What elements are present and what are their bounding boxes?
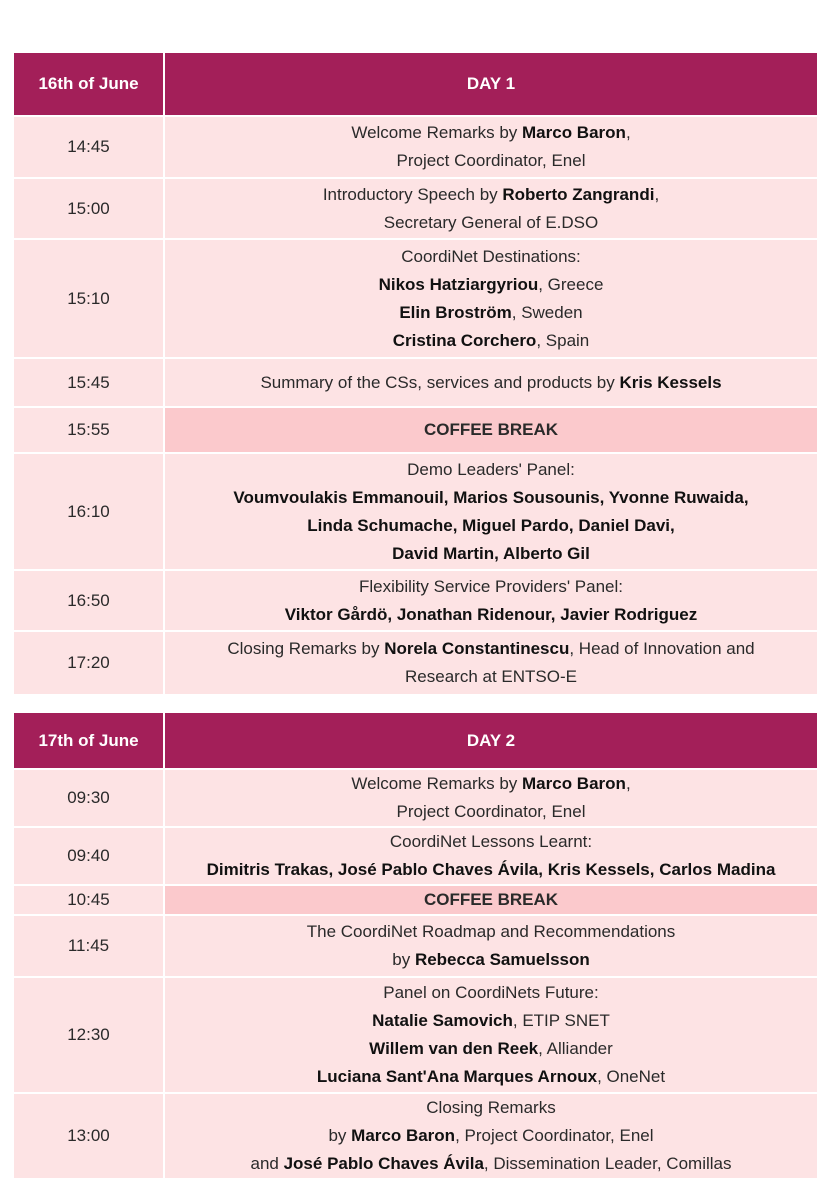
description-line	[165, 635, 817, 663]
session-description	[164, 1093, 818, 1179]
description-text: by	[392, 950, 415, 969]
session-time: 16:50	[13, 570, 164, 631]
description-line	[165, 416, 817, 444]
day-2-header-row	[13, 712, 818, 769]
speaker-name: Voumvoulakis Emmanouil, Marios Sousounis, Yvonne Ruwaida,	[233, 487, 749, 507]
session-row	[13, 570, 818, 631]
session-time: 17:20	[13, 631, 164, 695]
description-text: , Head of Innovation and	[569, 639, 755, 658]
description-line	[165, 828, 817, 856]
description-line	[165, 1063, 817, 1091]
description-line	[165, 770, 817, 798]
session-time: 15:45	[13, 358, 164, 407]
description-line	[165, 1094, 817, 1122]
session-row	[13, 453, 818, 570]
description-text: Welcome Remarks by	[351, 123, 523, 142]
session-row	[13, 1093, 818, 1179]
description-text: ,	[625, 123, 631, 142]
session-description	[164, 178, 818, 239]
description-line	[165, 512, 817, 540]
description-text: COFFEE BREAK	[423, 890, 559, 909]
description-text: Demo Leaders' Panel:	[407, 459, 575, 479]
speaker-name: Norela Constantinescu	[384, 639, 570, 658]
description-line	[165, 243, 817, 271]
speaker-name: Kris Kessels	[619, 372, 722, 392]
session-description	[164, 631, 818, 695]
description-line	[165, 484, 817, 512]
description-text: , ETIP SNET	[512, 1011, 610, 1030]
session-row	[13, 827, 818, 885]
description-text: , Alliander	[538, 1039, 613, 1058]
session-row	[13, 239, 818, 358]
description-line	[165, 663, 817, 691]
coffee-break-row	[13, 885, 818, 915]
session-time: 13:00	[13, 1093, 164, 1179]
session-description	[164, 116, 818, 178]
speaker-name: Nikos Hatziargyriou	[378, 274, 539, 294]
session-time: 09:30	[13, 769, 164, 827]
session-time: 15:10	[13, 239, 164, 358]
coffee-break-label	[164, 885, 818, 915]
description-text: Introductory Speech by	[322, 184, 503, 204]
session-row	[13, 631, 818, 695]
description-text: Closing Remarks	[426, 1098, 556, 1117]
session-row	[13, 178, 818, 239]
session-time: 15:00	[13, 178, 164, 239]
description-line	[165, 1007, 817, 1035]
description-line	[165, 886, 817, 914]
session-row	[13, 358, 818, 407]
description-line	[165, 918, 817, 946]
description-text: Closing Remarks by	[227, 639, 385, 658]
speaker-name: David Martin, Alberto Gil	[392, 543, 590, 563]
session-time: 11:45	[13, 915, 164, 977]
speaker-name: Marco Baron	[351, 1126, 456, 1145]
description-line	[165, 540, 817, 568]
coffee-break-label	[164, 407, 818, 453]
description-text: Project Coordinator, Enel	[396, 151, 586, 170]
session-time: 10:45	[13, 885, 164, 915]
session-time: 16:10	[13, 453, 164, 570]
description-text: CoordiNet Lessons Learnt:	[389, 832, 593, 851]
speaker-name: Willem van den Reek	[369, 1039, 539, 1058]
description-text: , Sweden	[511, 302, 583, 322]
description-line	[165, 573, 817, 601]
session-description	[164, 915, 818, 977]
session-time: 15:55	[13, 407, 164, 453]
description-text: , Dissemination Leader, Comillas	[483, 1154, 732, 1173]
description-text: Panel on CoordiNets Future:	[383, 983, 599, 1002]
description-line	[165, 456, 817, 484]
session-row	[13, 915, 818, 977]
description-line	[165, 181, 817, 209]
session-time: 09:40	[13, 827, 164, 885]
day-1-schedule-table	[13, 52, 818, 695]
description-line	[165, 327, 817, 355]
session-description	[164, 769, 818, 827]
description-text: , Spain	[536, 330, 590, 350]
description-text: , Project Coordinator, Enel	[455, 1126, 654, 1145]
session-description	[164, 977, 818, 1093]
session-row	[13, 116, 818, 178]
description-text: Flexibility Service Providers' Panel:	[358, 576, 623, 596]
speaker-name: Cristina Corchero	[392, 330, 537, 350]
description-text: by	[328, 1126, 352, 1145]
speaker-name: Dimitris Trakas, José Pablo Chaves Ávila, Kris Kessels, Carlos Madina	[206, 860, 776, 879]
session-description	[164, 239, 818, 358]
speaker-name: Rebecca Samuelsson	[414, 950, 590, 969]
description-line	[165, 1150, 817, 1178]
session-row	[13, 769, 818, 827]
description-line	[165, 1122, 817, 1150]
description-line	[165, 946, 817, 974]
session-description	[164, 453, 818, 570]
day-1-title-header: DAY 1	[164, 52, 818, 116]
description-text: Project Coordinator, Enel	[396, 802, 586, 821]
day-1-header-row	[13, 52, 818, 116]
speaker-name: José Pablo Chaves Ávila	[283, 1154, 484, 1173]
description-line	[165, 299, 817, 327]
description-line	[165, 979, 817, 1007]
coffee-break-row	[13, 407, 818, 453]
description-text: Research at ENTSO-E	[405, 667, 577, 686]
session-description	[164, 358, 818, 407]
description-text: , OneNet	[597, 1067, 666, 1086]
day-2-date-header: 17th of June	[13, 712, 164, 769]
description-line	[165, 209, 817, 237]
description-text: ,	[654, 184, 660, 204]
description-text: , Greece	[538, 274, 604, 294]
description-line	[165, 1035, 817, 1063]
speaker-name: Marco Baron	[522, 774, 626, 793]
description-text: COFFEE BREAK	[423, 420, 559, 439]
description-text: and	[250, 1154, 284, 1173]
speaker-name: Linda Schumache, Miguel Pardo, Daniel Davi,	[307, 515, 675, 535]
session-time: 14:45	[13, 116, 164, 178]
description-text: The CoordiNet Roadmap and Recommendations	[306, 922, 676, 941]
description-line	[165, 119, 817, 147]
session-row	[13, 977, 818, 1093]
description-text: Secretary General of E.DSO	[383, 212, 599, 232]
day-2-title-header: DAY 2	[164, 712, 818, 769]
speaker-name: Roberto Zangrandi	[502, 184, 655, 204]
description-text: CoordiNet Destinations:	[401, 246, 581, 266]
session-time: 12:30	[13, 977, 164, 1093]
session-description	[164, 570, 818, 631]
speaker-name: Viktor Gårdö, Jonathan Ridenour, Javier Rodriguez	[284, 604, 698, 624]
description-line	[165, 271, 817, 299]
description-text: Summary of the CSs, services and products by	[260, 372, 620, 392]
speaker-name: Marco Baron	[522, 123, 626, 142]
speaker-name: Luciana Sant'Ana Marques Arnoux	[316, 1067, 598, 1086]
description-text: ,	[625, 774, 631, 793]
day-2-schedule-table	[13, 712, 818, 1179]
session-description	[164, 827, 818, 885]
description-line	[165, 856, 817, 884]
description-line	[165, 369, 817, 397]
description-text: Welcome Remarks by	[351, 774, 523, 793]
day-1-date-header: 16th of June	[13, 52, 164, 116]
description-line	[165, 147, 817, 175]
description-line	[165, 798, 817, 826]
speaker-name: Natalie Samovich	[372, 1011, 513, 1030]
description-line	[165, 601, 817, 629]
speaker-name: Elin Broström	[399, 302, 512, 322]
